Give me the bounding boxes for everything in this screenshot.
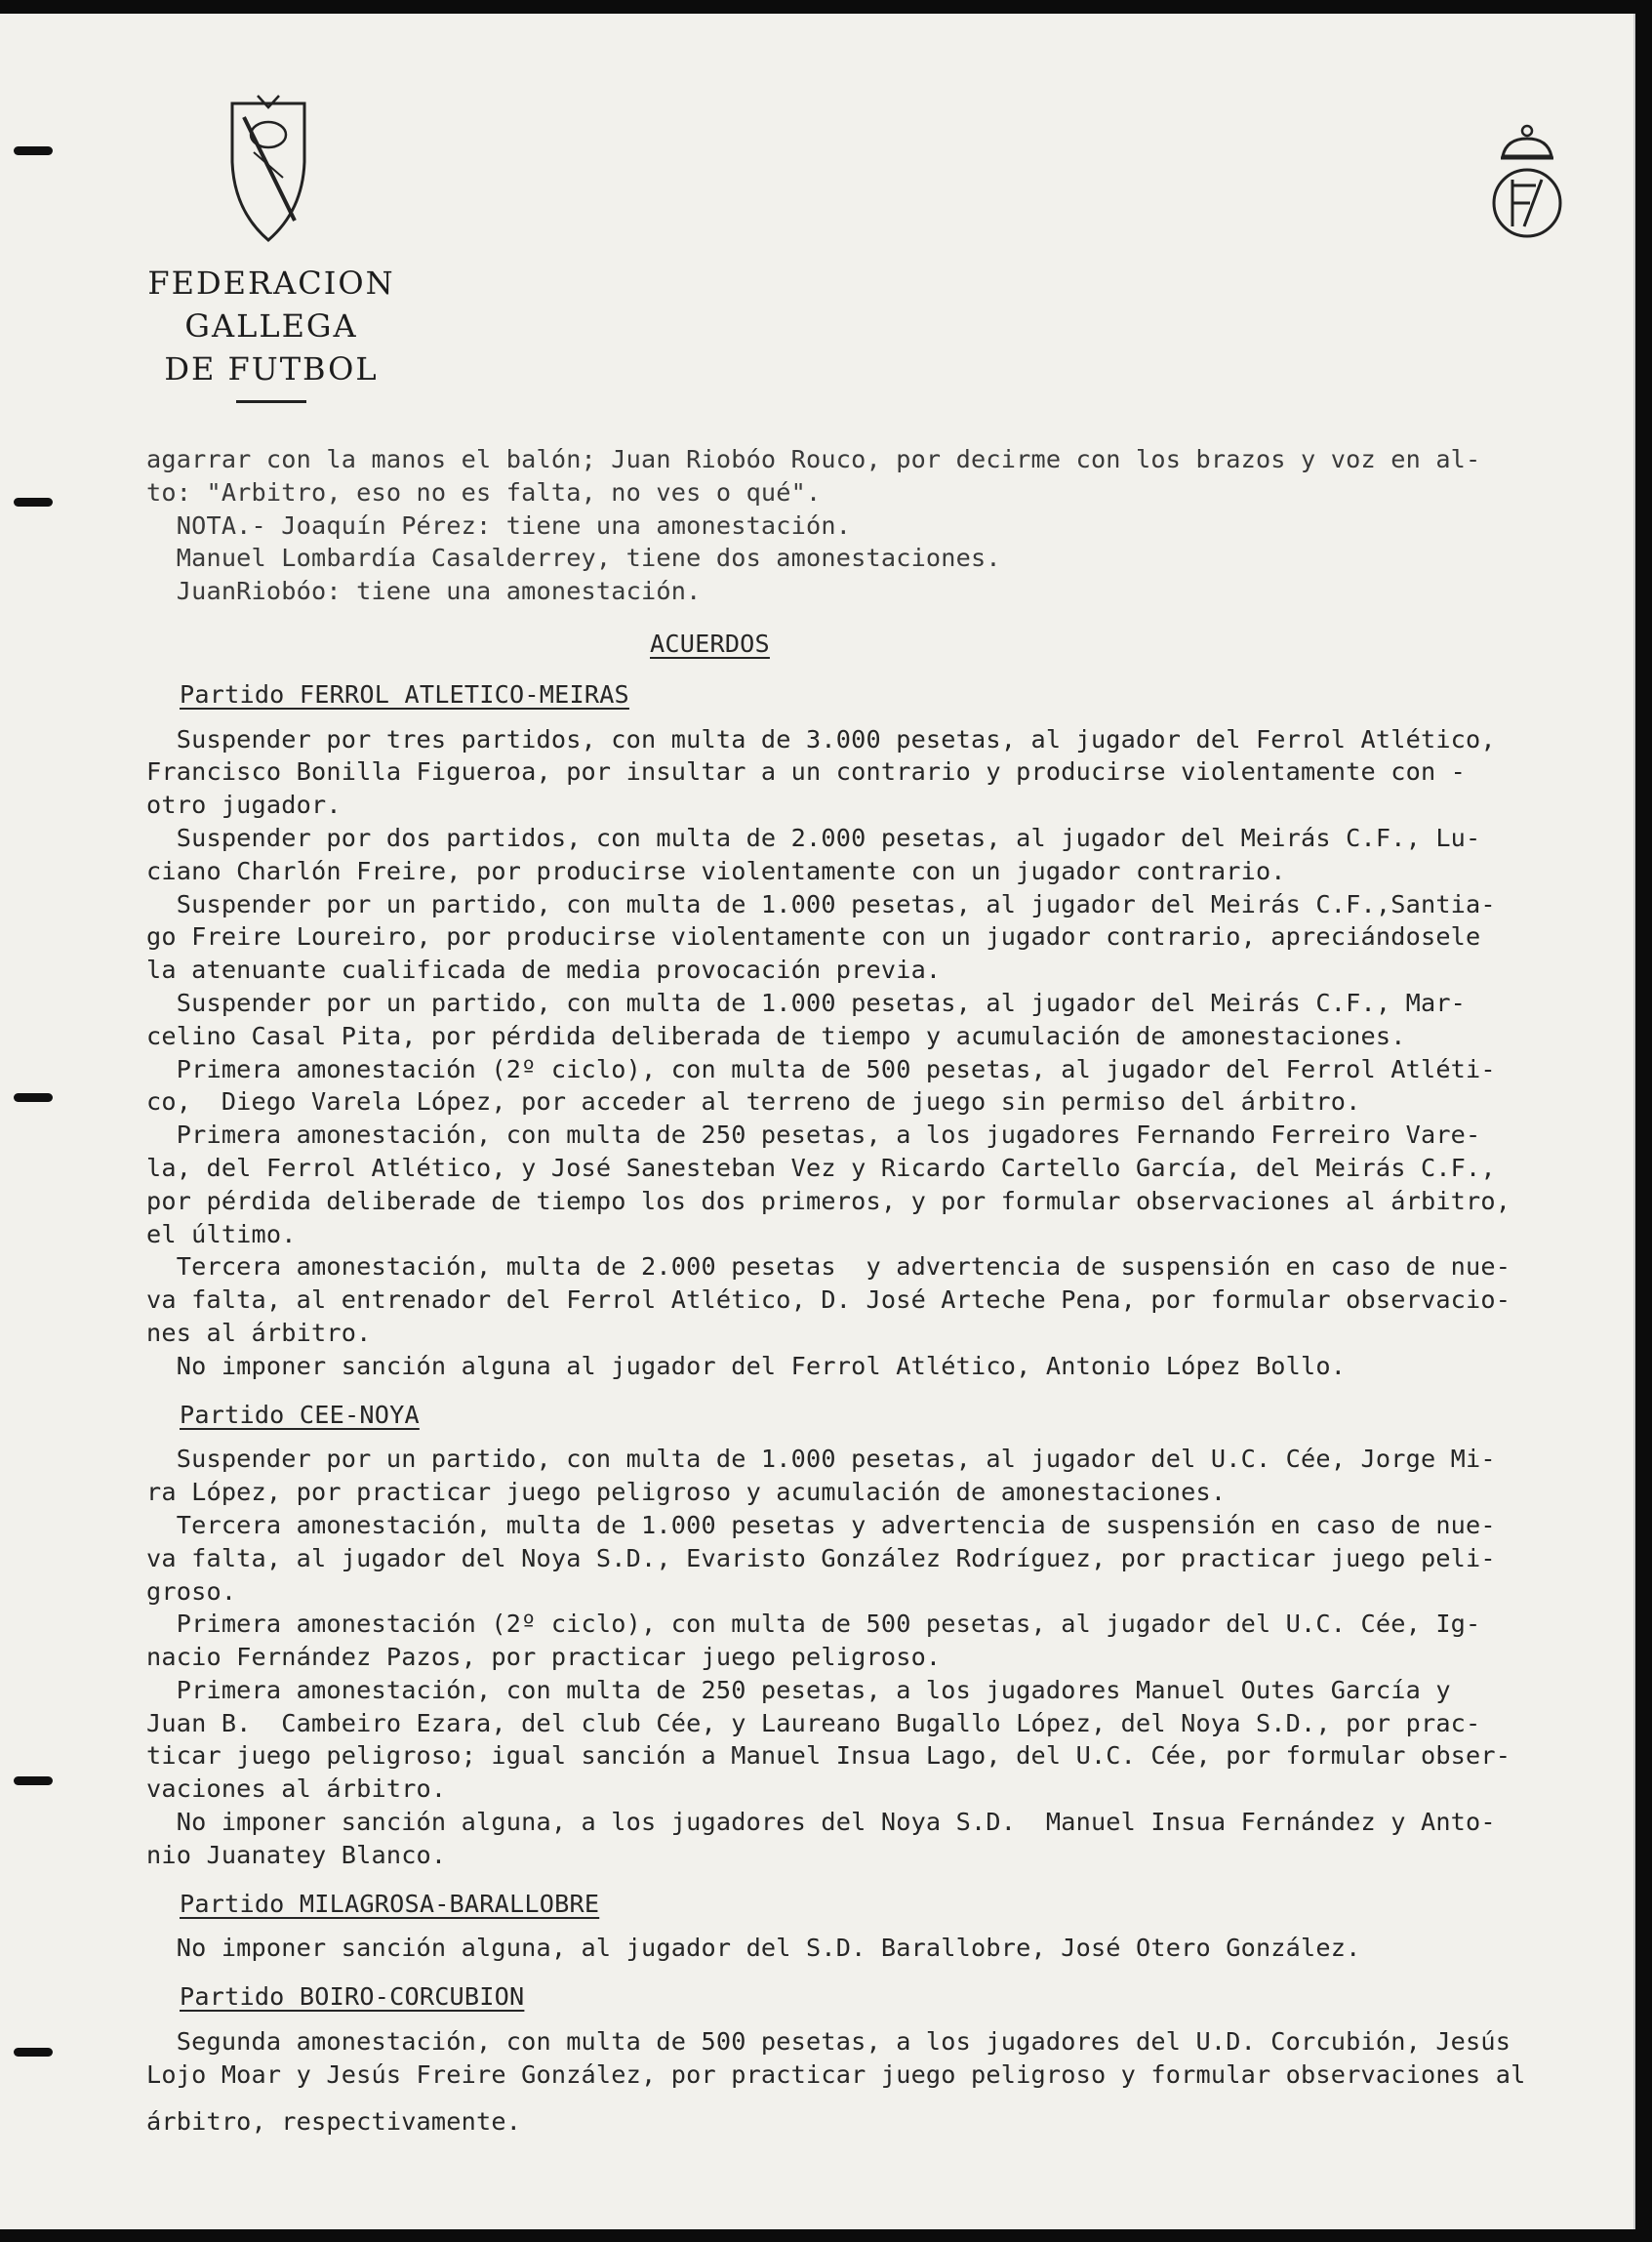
section-line: va falta, al jugador del Noya S.D., Evaristo González Rodríguez, por practicar juego peli- [146, 1543, 1496, 1572]
crown-emblem-icon [1485, 117, 1569, 250]
section-title: Partido BOIRO-CORCUBION [180, 1982, 525, 2012]
section-title: Partido FERROL ATLETICO-MEIRAS [180, 679, 629, 709]
section-line: va falta, al entrenador del Ferrol Atlético, D. José Arteche Pena, por formular observacio- [146, 1285, 1511, 1315]
acuerdos-title: ACUERDOS [650, 629, 770, 658]
intro-line: agarrar con la manos el balón; Juan Riobóo Rouco, por decirme con los brazos y voz en al- [146, 445, 1481, 473]
letterhead-line-2: DE FUTBOL [164, 350, 379, 387]
note-line: Manuel Lombardía Casalderrey, tiene dos amonestaciones. [146, 544, 1001, 573]
binder-hole [14, 146, 53, 155]
section-line: Tercera amonestación, multa de 2.000 pesetas y advertencia de suspensión en caso de nue- [146, 1252, 1511, 1282]
section-line: otro jugador. [146, 791, 342, 820]
section-line: ciano Charlón Freire, por producirse violentamente con un jugador contrario. [146, 856, 1286, 885]
letterhead-line-1: FEDERACION GALLEGA [147, 265, 395, 345]
document-page [0, 14, 1635, 2229]
section-line: vaciones al árbitro. [146, 1774, 447, 1804]
section-title: Partido MILAGROSA-BARALLOBRE [180, 1889, 600, 1918]
section-line: groso. [146, 1576, 237, 1606]
note-line: JuanRiobóo: tiene una amonestación. [146, 577, 702, 606]
section-line: Primera amonestación (2º ciclo), con multa de 500 pesetas, al jugador del U.C. Cée, Ig- [146, 1610, 1481, 1639]
section-line: por pérdida deliberade de tiempo los dos primeros, y por formular observaciones al árbitro, [146, 1186, 1511, 1215]
section-line: ticar juego peligroso; igual sanción a Manuel Insua Lago, del U.C. Cée, por formular obser- [146, 1741, 1511, 1771]
intro-line: to: "Arbitro, eso no es falta, no ves o qué". [146, 477, 822, 507]
document-body [146, 443, 1630, 2138]
section-line: Juan B. Cambeiro Ezara, del club Cée, y Laureano Bugallo López, del Noya S.D., por prac- [146, 1708, 1481, 1737]
section-line: Primera amonestación (2º ciclo), con multa de 500 pesetas, al jugador del Ferrol Atléti- [146, 1054, 1496, 1083]
section-line: No imponer sanción alguna, al jugador del S.D. Barallobre, José Otero González. [146, 1934, 1361, 1963]
section-line: go Freire Loureiro, por producirse violentamente con un jugador contrario, apreciándosele [146, 922, 1481, 952]
section-line: Suspender por un partido, con multa de 1.000 pesetas, al jugador del U.C. Cée, Jorge Mi- [146, 1445, 1496, 1474]
section-line: la atenuante cualificada de media provocación previa. [146, 956, 942, 985]
section-line: ra López, por practicar juego peligroso y acumulación de amonestaciones. [146, 1478, 1227, 1507]
section-line: co, Diego Varela López, por acceder al terreno de juego sin permiso del árbitro. [146, 1087, 1361, 1117]
section-line: Segunda amonestación, con multa de 500 pesetas, a los jugadores del U.D. Corcubión, Jesús [146, 2027, 1511, 2057]
section-line: Suspender por un partido, con multa de 1.000 pesetas, al jugador del Meirás C.F., Mar- [146, 988, 1467, 1017]
binder-hole [14, 498, 53, 507]
section-line: Primera amonestación, con multa de 250 pesetas, a los jugadores Fernando Ferreiro Vare- [146, 1121, 1481, 1150]
note-line: NOTA.- Joaquín Pérez: tiene una amonestación. [146, 510, 852, 540]
section-line: celino Casal Pita, por pérdida deliberada de tiempo y acumulación de amonestaciones. [146, 1021, 1406, 1050]
section-line: árbitro, respectivamente. [146, 2106, 522, 2136]
shield-emblem-icon [224, 94, 312, 250]
letterhead [76, 262, 466, 403]
letterhead-rule [236, 400, 306, 403]
section-line: Suspender por tres partidos, con multa de 3.000 pesetas, al jugador del Ferrol Atlético, [146, 724, 1496, 754]
section-line: No imponer sanción alguna, a los jugadores del Noya S.D. Manuel Insua Fernández y Anto- [146, 1808, 1496, 1837]
section-line: la, del Ferrol Atlético, y José Sanesteban Vez y Ricardo Cartello García, del Meirás C.F., [146, 1153, 1496, 1182]
section-line: Primera amonestación, con multa de 250 pesetas, a los jugadores Manuel Outes García y [146, 1675, 1451, 1704]
binder-hole [14, 2048, 53, 2057]
section-line: nio Juanatey Blanco. [146, 1840, 447, 1869]
section-title: Partido CEE-NOYA [180, 1400, 420, 1429]
section-line: nacio Fernández Pazos, por practicar juego peligroso. [146, 1643, 942, 1672]
section-line: Lojo Moar y Jesús Freire González, por practicar juego peligroso y formular observaciones al [146, 2059, 1526, 2089]
section-line: Suspender por un partido, con multa de 1.000 pesetas, al jugador del Meirás C.F.,Santia- [146, 889, 1496, 918]
section-line: Tercera amonestación, multa de 1.000 pesetas y advertencia de suspensión en caso de nue- [146, 1510, 1496, 1539]
section-line: el último. [146, 1219, 297, 1248]
binder-hole [14, 1093, 53, 1102]
section-line: Francisco Bonilla Figueroa, por insultar a un contrario y producirse violentamente con - [146, 757, 1467, 787]
section-line: nes al árbitro. [146, 1318, 372, 1347]
section-line: Suspender por dos partidos, con multa de 2.000 pesetas, al jugador del Meirás C.F., Lu- [146, 823, 1481, 852]
section-line: No imponer sanción alguna al jugador del Ferrol Atlético, Antonio López Bollo. [146, 1351, 1347, 1380]
binder-hole [14, 1776, 53, 1785]
